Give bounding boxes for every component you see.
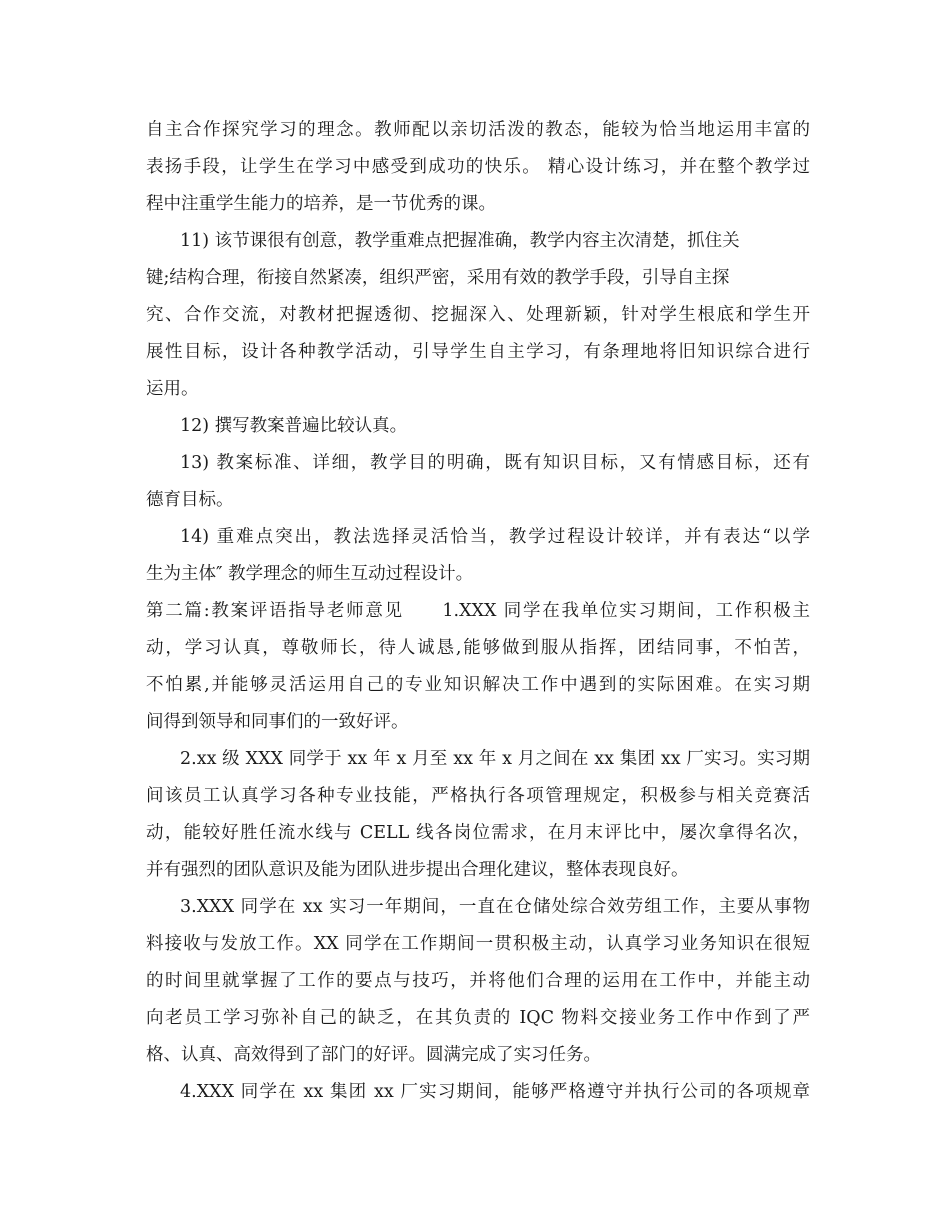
text-line: 14) 重难点突出，教法选择灵活恰当，教学过程设计较详，并有表达“以学	[180, 527, 810, 547]
text-line: 自主合作探究学习的理念。教师配以亲切活泼的教态，能较为恰当地运用丰富的	[146, 120, 810, 140]
text-line: 德育目标。	[146, 490, 234, 510]
text-line: 13) 教案标准、详细，教学目的明确，既有知识目标，又有情感目标，还有	[180, 453, 810, 473]
text-line: 展性目标，设计各种教学活动，引导学生自主学习，有条理地将旧知识综合进行	[146, 342, 810, 362]
text-line: 格、认真、高效得到了部门的好评。圆满完成了实习任务。	[146, 1045, 601, 1065]
document-body	[146, 112, 810, 1111]
text-line: 间该员工认真学习各种专业技能，严格执行各项管理规定，积极参与相关竞赛活	[146, 786, 810, 806]
text-line: 2.xx 级 XXX 同学于 xx 年 x 月至 xx 年 x 月之间在 xx 集团 xx 厂实习。实习期	[180, 749, 810, 769]
text-line: 的时间里就掌握了工作的要点与技巧，并将他们合理的运用在工作中，并能主动	[146, 971, 810, 991]
text-line: 动，学习认真，尊敬师长，待人诚恳,能够做到服从指挥，团结同事，不怕苦，	[146, 638, 810, 658]
text-line: 不怕累,并能够灵活运用自己的专业知识解决工作中遇到的实际困难。在实习期	[146, 675, 810, 695]
text-line: 12) 撰写教案普遍比较认真。	[180, 416, 408, 436]
text-line: 3.XXX 同学在 xx 实习一年期间，一直在仓储处综合效劳组工作，主要从事物	[180, 897, 810, 917]
text-line: 料接收与发放工作。XX 同学在工作期间一贯积极主动，认真学习业务知识在很短	[146, 934, 810, 954]
text-line: 4.XXX 同学在 xx 集团 xx 厂实习期间，能够严格遵守并执行公司的各项规章	[180, 1082, 810, 1102]
text-line: 第二篇:教案评语指导老师意见 1.XXX 同学在我单位实习期间，工作积极主	[146, 601, 810, 621]
text-line: 究、合作交流，对教材把握透彻、挖掘深入、处理新颖，针对学生根底和学生开	[146, 305, 810, 325]
text-line: 动，能较好胜任流水线与 CELL 线各岗位需求，在月末评比中，屡次拿得名次，	[146, 823, 810, 843]
text-line: 表扬手段，让学生在学习中感受到成功的快乐。 精心设计练习，并在整个教学过	[146, 157, 810, 177]
text-line: 生为主体″ 教学理念的师生互动过程设计。	[146, 564, 474, 584]
text-line: 11) 该节课很有创意，教学重难点把握准确，教学内容主次清楚，抓住关	[180, 231, 740, 251]
text-line: 并有强烈的团队意识及能为团队进步提出合理化建议，整体表现良好。	[146, 860, 689, 880]
text-line: 间得到领导和同事们的一致好评。	[146, 712, 409, 732]
text-line: 向老员工学习弥补自己的缺乏，在其负责的 IQC 物料交接业务工作中作到了严	[146, 1008, 810, 1028]
text-line: 运用。	[146, 379, 199, 399]
text-line: 键;结构合理，衔接自然紧凑，组织严密，采用有效的教学手段，引导自主探	[146, 268, 730, 288]
text-line: 程中注重学生能力的培养，是一节优秀的课。	[146, 194, 496, 214]
